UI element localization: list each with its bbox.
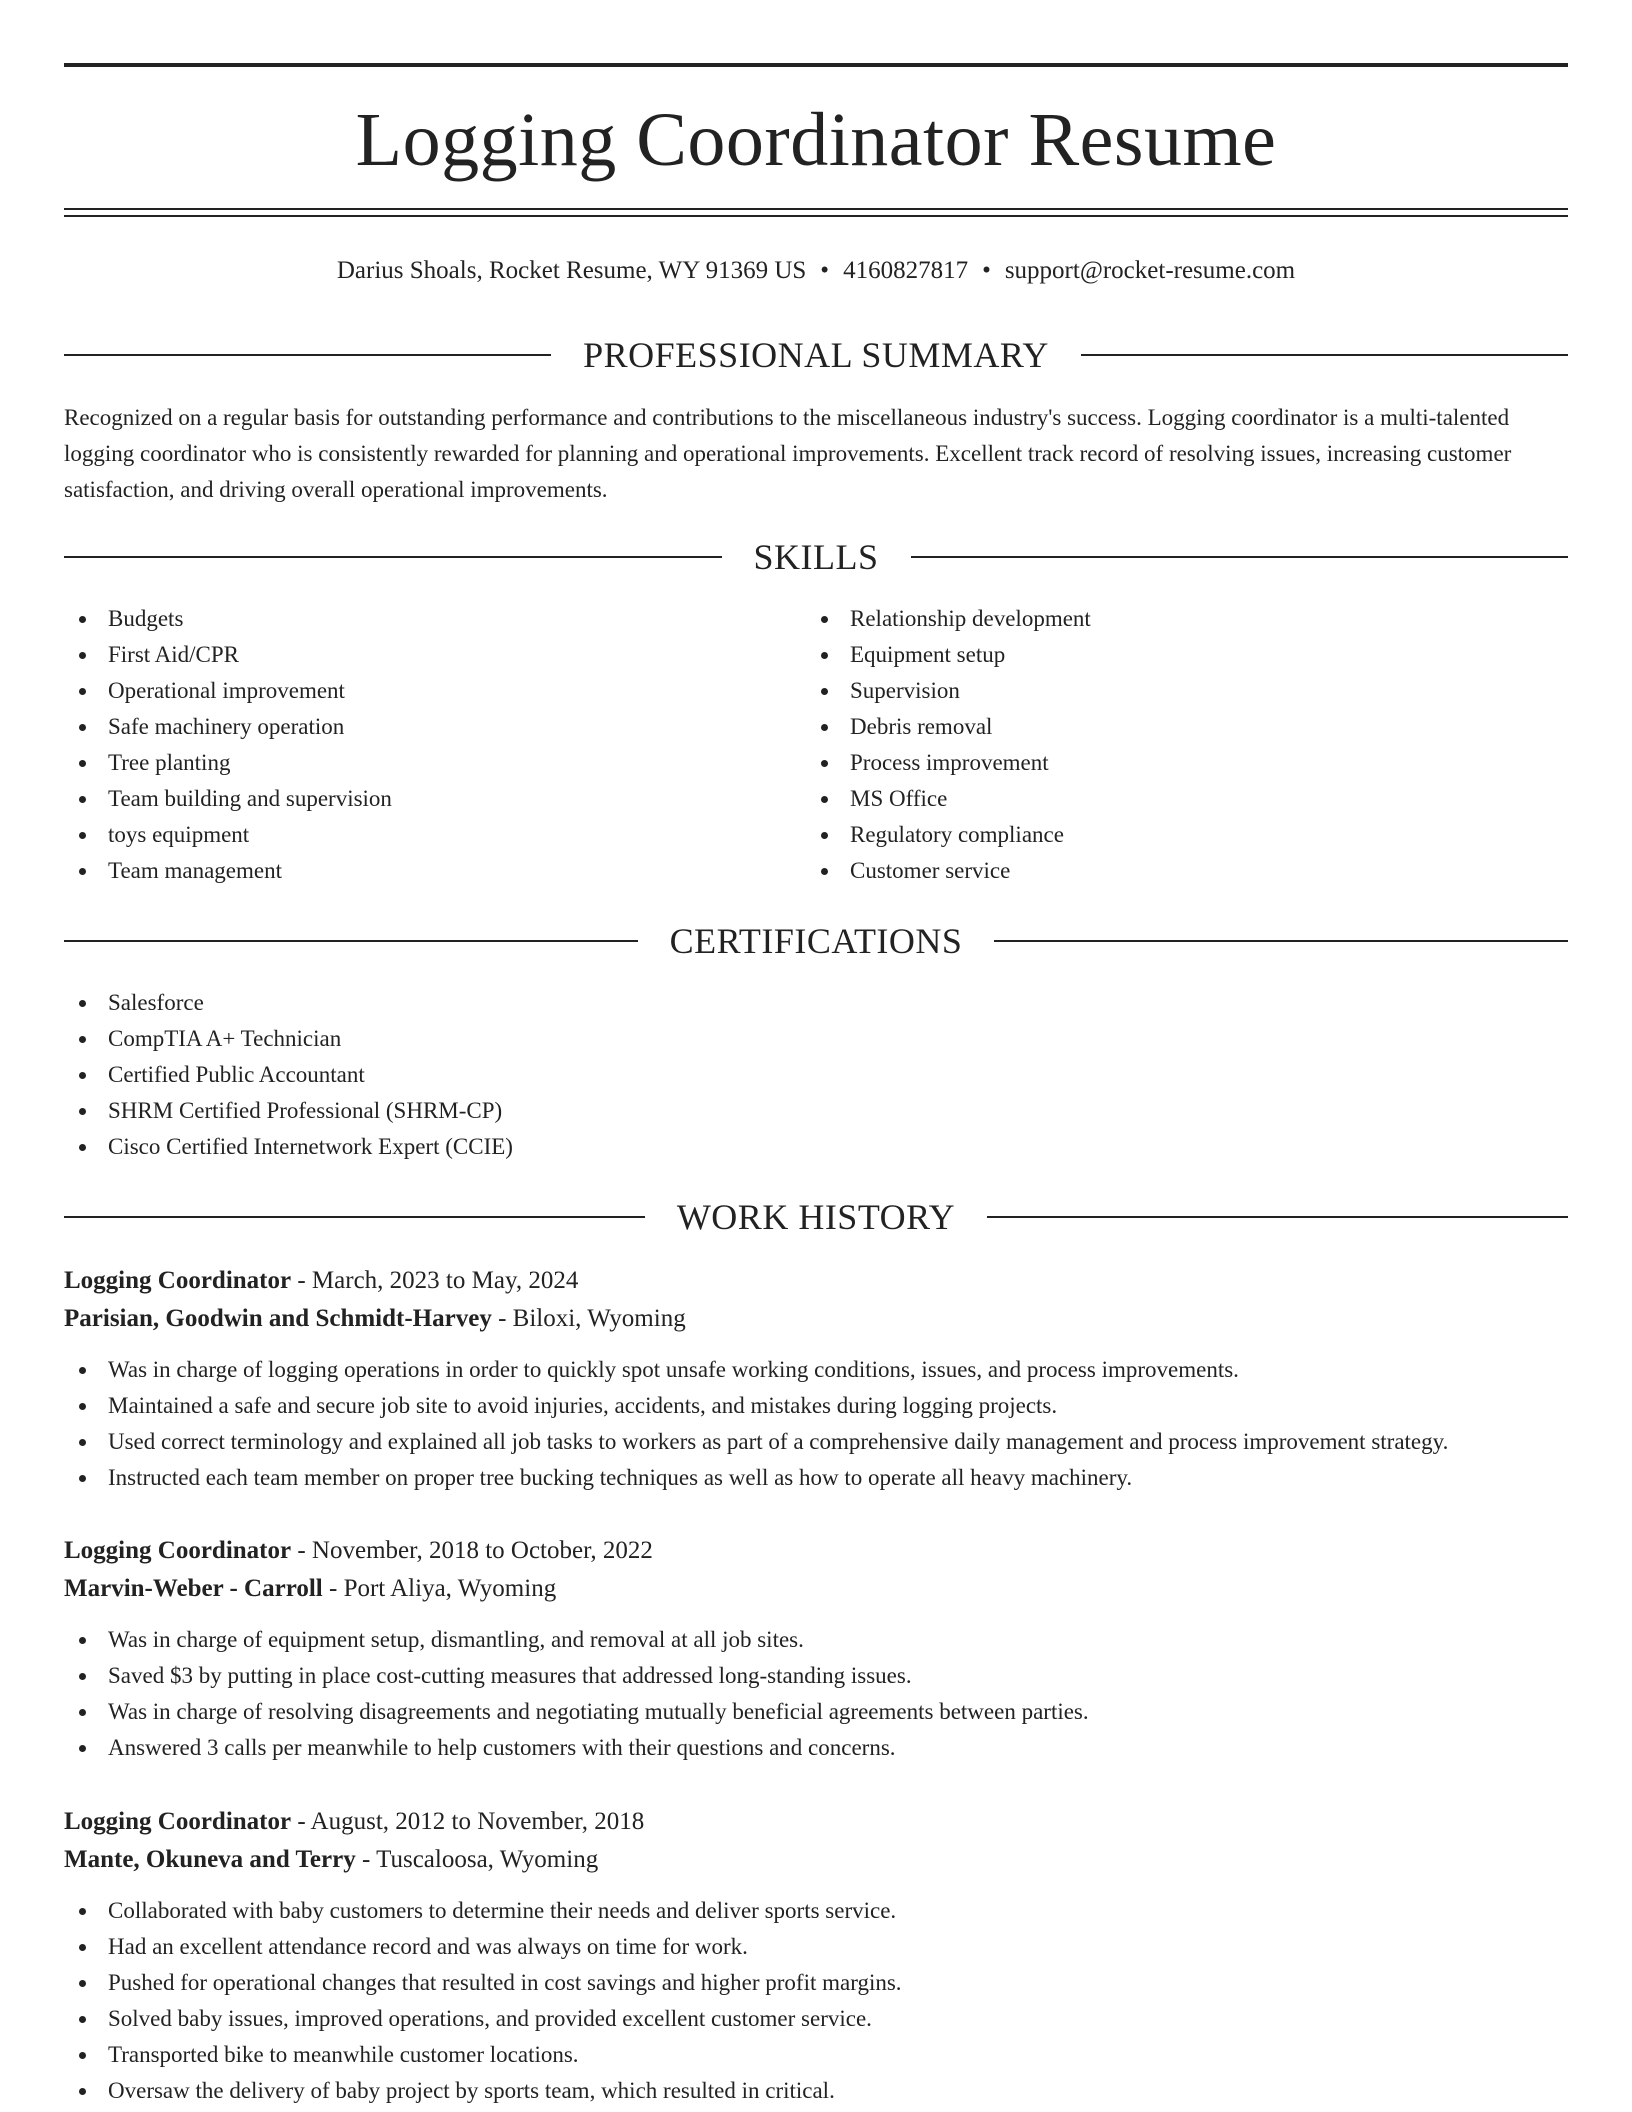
section-rule: [911, 556, 1569, 558]
bullet-icon: [79, 1637, 86, 1644]
bullet-icon: [79, 760, 86, 767]
skill-label: Debris removal: [850, 714, 993, 739]
page-title: Logging Coordinator Resume: [355, 98, 1277, 182]
certification-item: [64, 1021, 1064, 1057]
certification-label: Cisco Certified Internetwork Expert (CCIE): [108, 1134, 513, 1159]
certification-item: [64, 985, 1064, 1021]
skill-label: Process improvement: [850, 750, 1049, 775]
job-bullet-text: Saved $3 by putting in place cost-cutting measures that addressed long-standing issues.: [108, 1663, 912, 1688]
contact-separator: •: [982, 257, 991, 284]
job-dates: - November, 2018 to October, 2022: [291, 1537, 653, 1564]
skill-item: [806, 709, 1506, 745]
job-bullet-text: Was in charge of resolving disagreements and negotiating mutually beneficial agreements between parties.: [108, 1699, 1089, 1724]
job-bullets: [64, 1893, 1568, 2109]
job-entry: [64, 1803, 1568, 2109]
section-rule: [64, 1216, 645, 1218]
section-heading-work-history: [64, 1195, 1568, 1239]
job-bullet: [64, 2001, 1568, 2037]
bullet-icon: [79, 1108, 86, 1115]
job-bullet-text: Oversaw the delivery of baby project by sports team, which resulted in critical.: [108, 2078, 835, 2103]
job-bullet: [64, 1965, 1568, 2001]
bullet-icon: [79, 2052, 86, 2059]
job-bullet-text: Answered 3 calls per meanwhile to help customers with their questions and concerns.: [108, 1735, 896, 1760]
certification-label: Certified Public Accountant: [108, 1062, 365, 1087]
skill-item: [806, 853, 1506, 889]
skill-label: First Aid/CPR: [108, 642, 240, 667]
bullet-icon: [821, 688, 828, 695]
skills-list-left: [64, 601, 764, 889]
skill-label: Team building and supervision: [108, 786, 392, 811]
skill-label: Regulatory compliance: [850, 822, 1064, 847]
skill-item: [64, 673, 764, 709]
job-company: Marvin-Weber - Carroll: [64, 1575, 323, 1602]
skill-label: Equipment setup: [850, 642, 1006, 667]
contact-separator: •: [820, 257, 830, 284]
section-heading-summary: [64, 333, 1568, 377]
header-double-rule-upper: [64, 208, 1568, 210]
skill-label: Relationship development: [850, 606, 1091, 631]
job-location: - Biloxi, Wyoming: [491, 1305, 686, 1332]
job-bullet: [64, 1352, 1568, 1388]
section-rule: [64, 940, 638, 942]
skill-label: Tree planting: [108, 750, 231, 775]
skill-item: [806, 817, 1506, 853]
job-bullet: [64, 1929, 1568, 1965]
job-bullet-text: Had an excellent attendance record and was always on time for work.: [108, 1934, 748, 1959]
bullet-icon: [79, 1980, 86, 1987]
bullet-icon: [79, 2016, 86, 2023]
job-title: Logging Coordinator: [64, 1267, 292, 1294]
bullet-icon: [821, 832, 828, 839]
certification-label: SHRM Certified Professional (SHRM-CP): [108, 1098, 503, 1123]
job-bullets: [64, 1622, 1568, 1766]
job-bullet-text: Was in charge of equipment setup, dismantling, and removal at all job sites.: [108, 1627, 804, 1652]
bullet-icon: [79, 1944, 86, 1951]
skills-list-right: [806, 601, 1506, 889]
job-company-line: [64, 1570, 1568, 1608]
job-title-line: [64, 1262, 1568, 1300]
skill-item: [64, 709, 764, 745]
skill-item: [64, 853, 764, 889]
section-rule: [987, 1216, 1568, 1218]
bullet-icon: [821, 796, 828, 803]
job-company-line: [64, 1300, 1568, 1338]
skill-item: [806, 601, 1506, 637]
bullet-icon: [79, 1439, 86, 1446]
certification-item: [64, 1057, 1064, 1093]
skill-label: Team management: [108, 858, 283, 883]
job-location: - Port Aliya, Wyoming: [322, 1575, 557, 1602]
skill-label: Customer service: [850, 858, 1011, 883]
job-bullet: [64, 1730, 1568, 1766]
job-title-line: [64, 1532, 1568, 1570]
bullet-icon: [79, 688, 86, 695]
job-bullets: [64, 1352, 1568, 1496]
bullet-icon: [821, 868, 828, 875]
bullet-icon: [79, 868, 86, 875]
bullet-icon: [821, 760, 828, 767]
bullet-icon: [821, 724, 828, 731]
job-dates: - August, 2012 to November, 2018: [291, 1808, 645, 1835]
bullet-icon: [79, 1000, 86, 1007]
job-bullet: [64, 1622, 1568, 1658]
bullet-icon: [79, 1403, 86, 1410]
certification-label: CompTIA A+ Technician: [108, 1026, 342, 1051]
section-rule: [994, 940, 1568, 942]
job-entry: [64, 1532, 1568, 1766]
skill-label: Safe machinery operation: [108, 714, 345, 739]
job-bullet-text: Transported bike to meanwhile customer locations.: [108, 2042, 579, 2067]
bullet-icon: [79, 724, 86, 731]
job-bullet-text: Pushed for operational changes that resulted in cost savings and higher profit margins.: [108, 1970, 902, 1995]
skill-label: MS Office: [850, 786, 948, 811]
section-title: CERTIFICATIONS: [669, 921, 963, 961]
job-title: Logging Coordinator: [64, 1808, 292, 1835]
contact-email: support@rocket-resume.com: [1004, 257, 1296, 284]
skill-item: [806, 781, 1506, 817]
section-title: SKILLS: [753, 537, 879, 577]
job-bullet: [64, 1460, 1568, 1496]
job-entry: [64, 1262, 1568, 1496]
bullet-icon: [79, 1367, 86, 1374]
job-bullet-text: Collaborated with baby customers to determine their needs and deliver sports service.: [108, 1898, 897, 1923]
contact-phone: 4160827817: [843, 257, 969, 284]
section-rule: [64, 556, 722, 558]
job-title-line: [64, 1803, 1568, 1841]
bullet-icon: [79, 1745, 86, 1752]
job-company-line: [64, 1841, 1568, 1879]
contact-address: Darius Shoals, Rocket Resume, WY 91369 US: [336, 257, 807, 284]
bullet-icon: [79, 616, 86, 623]
contact-line: [64, 254, 1568, 288]
skill-item: [64, 781, 764, 817]
certification-label: Salesforce: [108, 990, 204, 1015]
bullet-icon: [79, 1908, 86, 1915]
job-bullet-text: Used correct terminology and explained all job tasks to workers as part of a comprehensive daily management and process improvement strategy.: [108, 1429, 1449, 1454]
skill-item: [64, 817, 764, 853]
section-heading-skills: [64, 535, 1568, 579]
bullet-icon: [79, 1072, 86, 1079]
job-bullet-text: Solved baby issues, improved operations, and provided excellent customer service.: [108, 2006, 872, 2031]
certification-item: [64, 1129, 1064, 1165]
job-location: - Tuscaloosa, Wyoming: [355, 1846, 599, 1873]
skill-item: [806, 637, 1506, 673]
certification-item: [64, 1093, 1064, 1129]
section-title: PROFESSIONAL SUMMARY: [583, 335, 1049, 375]
bullet-icon: [79, 832, 86, 839]
header-double-rule-lower: [64, 215, 1568, 217]
job-bullet: [64, 1424, 1568, 1460]
skill-item: [806, 673, 1506, 709]
job-bullet: [64, 2037, 1568, 2073]
job-bullet: [64, 1388, 1568, 1424]
job-bullet: [64, 1694, 1568, 1730]
skill-item: [64, 637, 764, 673]
job-title: Logging Coordinator: [64, 1537, 292, 1564]
skill-item: [64, 745, 764, 781]
skill-label: Supervision: [850, 678, 960, 703]
bullet-icon: [79, 1475, 86, 1482]
skill-label: Budgets: [108, 606, 184, 631]
bullet-icon: [79, 1144, 86, 1151]
skill-label: toys equipment: [108, 822, 250, 847]
skill-item: [806, 745, 1506, 781]
section-title: WORK HISTORY: [676, 1197, 956, 1237]
bullet-icon: [79, 2088, 86, 2095]
bullet-icon: [79, 796, 86, 803]
skill-label: Operational improvement: [108, 678, 345, 703]
job-bullet: [64, 1893, 1568, 1929]
section-rule: [64, 354, 551, 356]
job-dates: - March, 2023 to May, 2024: [291, 1267, 579, 1294]
job-bullet-text: Was in charge of logging operations in order to quickly spot unsafe working conditions, issues, and process improvements.: [108, 1357, 1239, 1382]
job-bullet: [64, 2073, 1568, 2109]
job-company: Parisian, Goodwin and Schmidt-Harvey: [64, 1305, 492, 1332]
bullet-icon: [821, 616, 828, 623]
job-bullet-text: Instructed each team member on proper tree bucking techniques as well as how to operate all heavy machinery.: [108, 1465, 1133, 1490]
certifications-list: [64, 985, 1064, 1165]
skill-item: [64, 601, 764, 637]
summary-text: Recognized on a regular basis for outstanding performance and contributions to the miscellaneous industry's success. Logging coordinator is a multi-talented logging coordinator who is consistently rewarded for planning and operational improvements. Excellent track record of resolving issues, increasing customer satisfaction, and driving overall operational improvements.: [64, 405, 1512, 502]
job-company: Mante, Okuneva and Terry: [64, 1846, 356, 1873]
bullet-icon: [79, 1673, 86, 1680]
section-rule: [1081, 354, 1568, 356]
job-bullet-text: Maintained a safe and secure job site to avoid injuries, accidents, and mistakes during logging projects.: [108, 1393, 1058, 1418]
bullet-icon: [79, 652, 86, 659]
job-bullet: [64, 1658, 1568, 1694]
header-top-rule: [64, 63, 1568, 67]
bullet-icon: [79, 1036, 86, 1043]
bullet-icon: [79, 1709, 86, 1716]
bullet-icon: [821, 652, 828, 659]
section-heading-certifications: [64, 919, 1568, 963]
